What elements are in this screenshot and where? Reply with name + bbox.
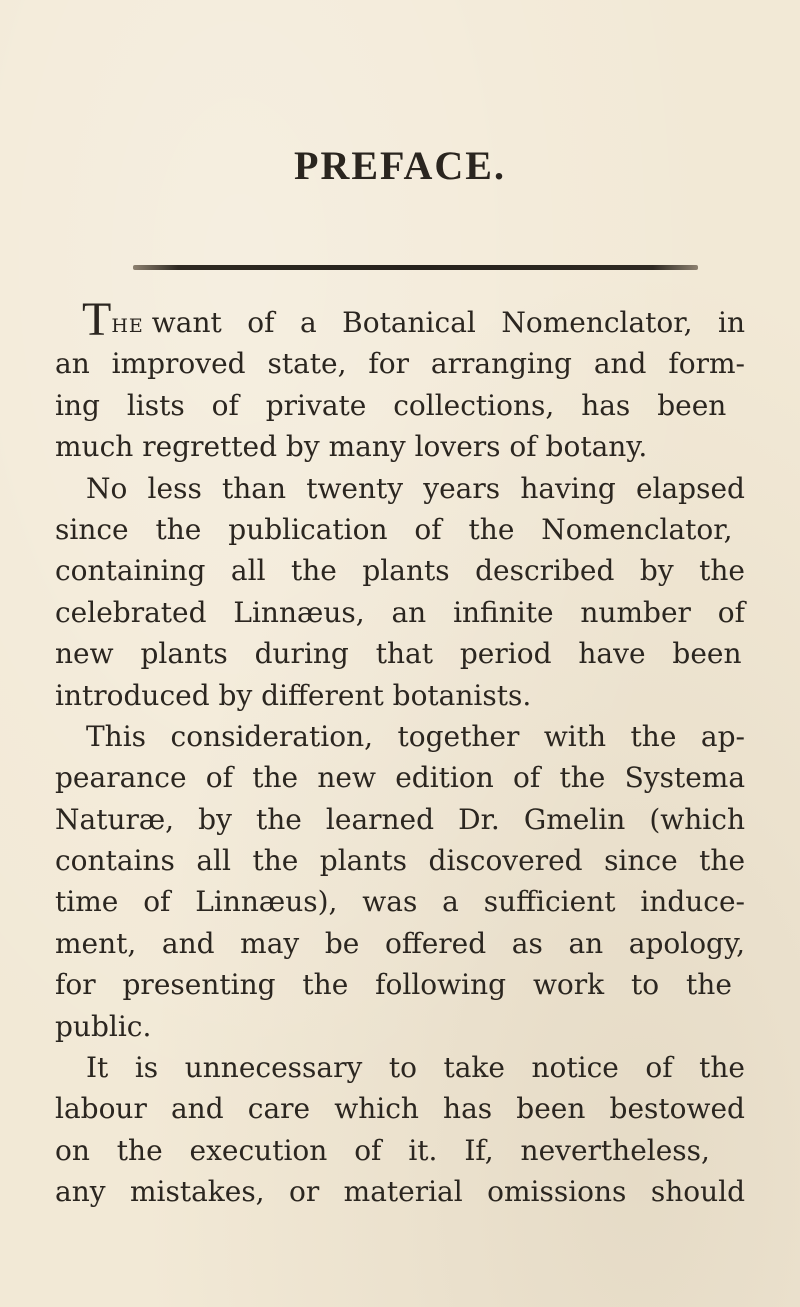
preface-body (55, 293, 746, 1213)
text-line: No less than twenty years having elapsed (86, 471, 745, 505)
text-line: an improved state, for arranging and form- (55, 347, 745, 381)
text-line: labour and care which has been bestowed (55, 1092, 745, 1126)
text-line: It is unnecessary to take notice of the (86, 1051, 745, 1085)
drop-cap: T (82, 293, 112, 346)
text-line: pearance of the new edition of the Systema (55, 761, 746, 795)
opening-words (55, 293, 152, 346)
text-line: since the publication of the Nomenclator, (55, 512, 733, 546)
text-line: celebrated Linnæus, an infinite number of (55, 595, 745, 629)
text-line: any mistakes, or material omissions should (55, 1175, 746, 1209)
text-line: introduced by different botanists. (55, 678, 532, 712)
text-line: Naturæ, by the learned Dr. Gmelin (which (55, 802, 745, 836)
first-line-rest: want of a Botanical Nomenclator, in (151, 306, 745, 339)
text-line: time of Linnæus), was a sufficient induce- (55, 885, 745, 919)
heading-rule (133, 265, 698, 270)
page-heading: PREFACE. (294, 143, 506, 188)
text-line: contains all the plants discovered since the (55, 844, 746, 878)
text-line: ment, and may be offered as an apology, (55, 926, 745, 960)
text-line: new plants during that period have been (55, 637, 742, 671)
text-line: for presenting the following work to the (55, 968, 732, 1002)
text-line: public. (55, 1009, 152, 1043)
text-line: on the execution of it. If, nevertheless, (55, 1133, 710, 1167)
text-line: containing all the plants described by the (55, 554, 746, 588)
text-line: This consideration, together with the ap- (86, 719, 745, 753)
text-line: ing lists of private collections, has been (55, 388, 727, 422)
small-caps: HE (111, 315, 144, 337)
text-line: much regretted by many lovers of botany. (55, 430, 648, 464)
text-line (55, 293, 745, 346)
